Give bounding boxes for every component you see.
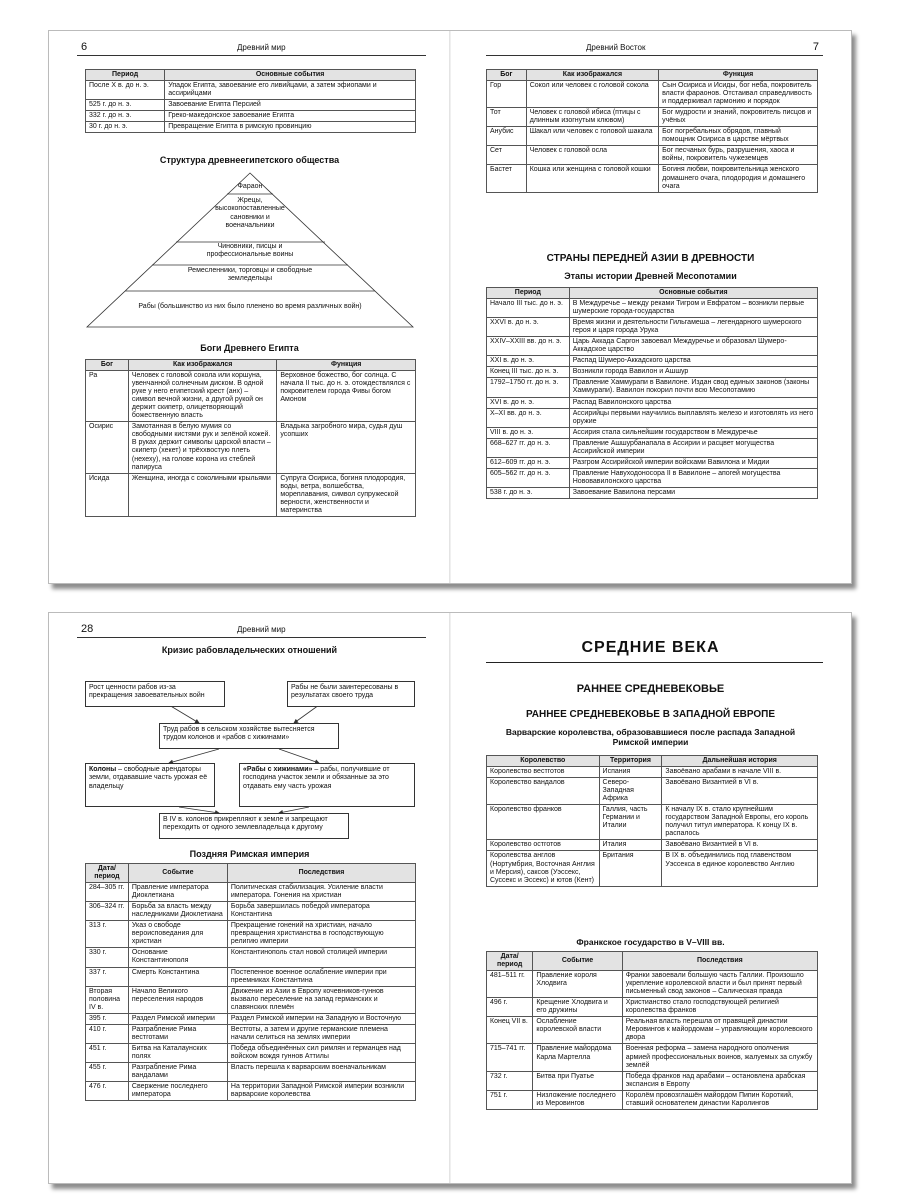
chapter-title: СРЕДНИЕ ВЕКА: [581, 639, 720, 656]
table-cell: Королевство вестготов: [487, 767, 600, 778]
table-cell: Царь Аккада Саргон завоевал Междуречье и образовал Шумеро-Аккадское царство: [569, 337, 817, 356]
table-cell: Италия: [599, 840, 662, 851]
table-row: [86, 967, 416, 986]
table-cell: Бог погребальных обрядов, главный помощник Осириса в царстве мёртвых: [659, 127, 818, 146]
table-cell: Константинополь стал новой столицей империи: [227, 948, 415, 967]
column-header: Функция: [277, 360, 416, 371]
table-cell: Завоёвано Византией в VI в.: [662, 840, 818, 851]
table-cell: Верховное божество, бог солнца. С начала II тыс. до н. э. отождествлялся с покровителем города Фивы богом Амоном: [277, 371, 416, 422]
table-cell: Женщина, иногда с соколиными крыльями: [128, 473, 277, 516]
column-header: Дальнейшая история: [662, 756, 818, 767]
table-cell: 410 г.: [86, 1024, 129, 1043]
table-cell: 668–627 гг. до н. э.: [487, 438, 570, 457]
page-number: 6: [81, 41, 88, 53]
table-row: [487, 397, 818, 408]
table-row: [487, 468, 818, 487]
page-number: 7: [812, 41, 819, 53]
table-cell: Разграбление Рима вестготами: [128, 1024, 227, 1043]
table-row: [86, 883, 416, 902]
column-header: Бог: [86, 360, 129, 371]
running-title: Древний мир: [237, 625, 286, 634]
table-row: [487, 487, 818, 498]
table-cell: Военная реформа – замена народного ополчения армией профессиональных воинов, жалуемых за службу землёй: [622, 1044, 817, 1071]
running-header: [486, 39, 823, 56]
table-cell: После X в. до н. э.: [86, 81, 165, 100]
table-cell: Сет: [487, 146, 527, 165]
table-cell: Распад Шумеро-Аккадского царства: [569, 356, 817, 367]
section-title: РАННЕЕ СРЕДНЕВЕКОВЬЕ В ЗАПАДНОЙ ЕВРОПЕ: [525, 709, 776, 720]
table-row: [86, 1043, 416, 1062]
table-cell: Раздел Римской империи: [128, 1013, 227, 1024]
table-cell: 481–511 гг.: [487, 971, 533, 998]
table-cell: Низложение последнего из Меровингов: [533, 1090, 622, 1109]
table-cell: Человек с головой осла: [526, 146, 658, 165]
column-header: Событие: [533, 952, 622, 971]
table-header-row: [86, 70, 416, 81]
table-row: [487, 971, 818, 998]
pyramid-level-priests: Жрецы, высокопоставленные сановники и военачальники: [215, 197, 285, 230]
table-cell: Тот: [487, 108, 527, 127]
table-row: [487, 367, 818, 378]
running-header: [77, 39, 426, 56]
table-cell: Крещение Хлодвига и его дружины: [533, 998, 622, 1017]
table-header-row: [86, 864, 416, 883]
table-cell: Победа франков над арабами – остановлена арабская экспансия в Европу: [622, 1071, 817, 1090]
table-row: [487, 337, 818, 356]
table-cell: Британия: [599, 851, 662, 886]
top-spread: [48, 30, 852, 584]
table-row: [86, 1062, 416, 1081]
coloni-definition: – свободные арендаторы земли, отдававшие часть урожая её владельцу: [89, 766, 208, 790]
table-cell: Распад Вавилонского царства: [569, 397, 817, 408]
table-cell: XXVI в. до н. э.: [487, 318, 570, 337]
table-cell: Человек с головой сокола или коршуна, увенчанной солнечным диском. В одной руке у него египетский крест (анх) – символ вечной жизни, а другой рукой он держит скипетр, олицетворяющий божественную власть: [128, 371, 277, 422]
table-header-row: [487, 288, 818, 299]
table-row: [86, 902, 416, 921]
table-row: [86, 986, 416, 1013]
table-cell: Супруга Осириса, богиня плодородия, воды, ветра, волшебства, мореплавания, символ супружеской верности, женственности и материнства: [277, 473, 416, 516]
egypt-gods-continued-table: [486, 69, 818, 193]
table-cell: 732 г.: [487, 1071, 533, 1090]
column-header: Королевство: [487, 756, 600, 767]
barbarian-kingdoms-table: [486, 755, 818, 887]
table-cell: 1792–1750 гг. до н. э.: [487, 378, 570, 397]
table-cell: Кошка или женщина с головой кошки: [526, 165, 658, 192]
egypt-gods-table: [85, 359, 416, 517]
table-row: [86, 100, 416, 111]
table-header-row: [487, 756, 818, 767]
egypt-periods-table: [85, 69, 416, 133]
table-cell: Начало Великого переселения народов: [128, 986, 227, 1013]
pyramid-level-slaves: Рабы (большинство из них было пленено во время различных войн): [138, 303, 362, 310]
table-cell: 525 г. до н. э.: [86, 100, 165, 111]
table-cell: Правление Ашшурбанапала в Ассирии и расцвет могущества Ассирийской империи: [569, 438, 817, 457]
table-cell: 605–562 гг. до н. э.: [487, 468, 570, 487]
table-cell: 337 г.: [86, 967, 129, 986]
table-cell: Правление Хаммурапи в Вавилоне. Издан свод единых законов (законы Хаммурапи). Вавилон покорил почти всю Месопотамию: [569, 378, 817, 397]
kingdoms-title: Варварские королевства, образовавшиеся после распада Западной Римской империи: [505, 727, 796, 747]
table-cell: 612–609 гг. до н. э.: [487, 457, 570, 468]
column-header: Как изображался: [128, 360, 277, 371]
table-cell: XXIV–XXIII вв. до н. э.: [487, 337, 570, 356]
table-cell: 332 г. до н. э.: [86, 111, 165, 122]
table-row: [86, 948, 416, 967]
table-cell: 476 г.: [86, 1082, 129, 1101]
table-row: [86, 371, 416, 422]
table-cell: Королём провозглашён майордом Пипин Короткий, ставший основателем династии Каролингов: [622, 1090, 817, 1109]
table-cell: Конец VII в.: [487, 1017, 533, 1044]
pyramid-level-pharaoh: Фараон: [237, 183, 263, 190]
table-cell: XVI в. до н. э.: [487, 397, 570, 408]
page-middle-ages: [450, 613, 851, 1183]
table-row: [487, 378, 818, 397]
page-28: [49, 613, 450, 1183]
table-cell: Бог мудрости и знаний, покровитель писцов и учёных: [659, 108, 818, 127]
column-header: Функция: [659, 70, 818, 81]
table-cell: Завоевание Египта Персией: [165, 100, 416, 111]
table-cell: Разгром Ассирийской империи войсками Вавилона и Мидии: [569, 457, 817, 468]
table-cell: 538 г. до н. э.: [487, 487, 570, 498]
frankish-state-table: [486, 951, 818, 1110]
column-header: Период: [487, 288, 570, 299]
table-cell: Правление майордома Карла Мартелла: [533, 1044, 622, 1071]
table-row: [487, 851, 818, 886]
table-cell: Борьба завершилась победой императора Константина: [227, 902, 415, 921]
table-cell: Галлия, часть Германии и Италии: [599, 805, 662, 840]
table-cell: Замотанная в белую мумия со свободными кистями рук и зелёной кожей. В руках держит символы царской власти – скипетр (хекет) и трёххвостую плеть (нехеху), на голове корона из стеблей папируса: [128, 422, 277, 473]
table-cell: 395 г.: [86, 1013, 129, 1024]
table-cell: 330 г.: [86, 948, 129, 967]
table-cell: Время жизни и деятельности Гильгамеша – легендарного шумерского героя и царя города Урука: [569, 318, 817, 337]
page-7: [450, 31, 851, 583]
column-header: Дата/ период: [86, 864, 129, 883]
flow-box-hut-slaves: [239, 763, 415, 807]
table-row: [86, 921, 416, 948]
table-cell: Основание Константинополя: [128, 948, 227, 967]
table-cell: Победа объединённых сил римлян и германцев над войском вождя гуннов Аттилы: [227, 1043, 415, 1062]
table-cell: Греко-македонское завоевание Египта: [165, 111, 416, 122]
table-row: [86, 1024, 416, 1043]
table-cell: Битва при Пуатье: [533, 1071, 622, 1090]
table-row: [86, 422, 416, 473]
table-cell: Бог песчаных бурь, разрушения, хаоса и войны, покровитель чужеземцев: [659, 146, 818, 165]
table-cell: Начало III тыс. до н. э.: [487, 299, 570, 318]
table-cell: Ра: [86, 371, 129, 422]
chapter-rule: [486, 662, 823, 663]
column-header: Основные события: [165, 70, 416, 81]
table-cell: Конец III тыс. до н. э.: [487, 367, 570, 378]
table-cell: 715–741 гг.: [487, 1044, 533, 1071]
table-row: [487, 1090, 818, 1109]
table-cell: Ассирия стала сильнейшим государством в Междуречье: [569, 427, 817, 438]
column-header: Дата/ период: [487, 952, 533, 971]
table-row: [86, 81, 416, 100]
flow-box-coloni: [85, 763, 215, 807]
table-cell: Движение из Азии в Европу кочевников-гуннов вызвало переселение на запад германских и славянских племён: [227, 986, 415, 1013]
flow-box-labor-displaced: Труд рабов в сельском хозяйстве вытесняется трудом колонов и «рабов с хижинами»: [159, 723, 339, 749]
table-row: [487, 840, 818, 851]
table-row: [487, 457, 818, 468]
coloni-term: Колоны: [89, 766, 117, 773]
table-row: [487, 438, 818, 457]
frankish-state-title: Франкское государство в V–VIII вв.: [576, 937, 725, 947]
table-cell: Реальная власть перешла от правящей династии Меровингов к майордомам – управляющим королевского двора: [622, 1017, 817, 1044]
table-row: [487, 1017, 818, 1044]
table-cell: Человек с головой ибиса (птицы с длинным изогнутым клювом): [526, 108, 658, 127]
table-cell: Осирис: [86, 422, 129, 473]
table-cell: Завоёвано арабами в начале VIII в.: [662, 767, 818, 778]
table-row: [487, 408, 818, 427]
table-row: [487, 998, 818, 1017]
table-header-row: [487, 952, 818, 971]
table-cell: Правление короля Хлодвига: [533, 971, 622, 998]
table-cell: Власть перешла к варварским военачальникам: [227, 1062, 415, 1081]
table-cell: Сокол или человек с головой сокола: [526, 81, 658, 108]
table-cell: Ассирийцы первыми научились выплавлять железо и изготовлять из него оружие: [569, 408, 817, 427]
part-title: РАННЕЕ СРЕДНЕВЕКОВЬЕ: [576, 683, 725, 695]
table-row: [487, 318, 818, 337]
table-row: [487, 767, 818, 778]
column-header: Последствия: [227, 864, 415, 883]
pyramid-title: Структура древнеегипетского общества: [159, 155, 340, 165]
table-cell: Вторая половина IV в.: [86, 986, 129, 1013]
table-cell: Гор: [487, 81, 527, 108]
table-row: [86, 122, 416, 133]
hut-slaves-definition: – рабы, получившие от господина участок земли и обязанные за это отдавать ему часть урожая: [243, 766, 390, 790]
bottom-spread: [48, 612, 852, 1184]
table-row: [86, 1082, 416, 1101]
column-header: Бог: [487, 70, 527, 81]
table-cell: XXI в. до н. э.: [487, 356, 570, 367]
column-header: Период: [86, 70, 165, 81]
table-header-row: [487, 70, 818, 81]
page-6: [49, 31, 450, 583]
table-cell: Постепенное военное ослабление империи при преемниках Константина: [227, 967, 415, 986]
table-row: [86, 1013, 416, 1024]
table-cell: 313 г.: [86, 921, 129, 948]
column-header: Последствия: [622, 952, 817, 971]
table-cell: Завоёвано Византией в VI в.: [662, 778, 818, 805]
table-row: [86, 473, 416, 516]
table-cell: Правление Навуходоносора II в Вавилоне – апогей могущества Нововавилонского царства: [569, 468, 817, 487]
table-cell: Вестготы, а затем и другие германские племена начали селиться на землях империи: [227, 1024, 415, 1043]
table-header-row: [86, 360, 416, 371]
table-cell: 751 г.: [487, 1090, 533, 1109]
table-cell: Борьба за власть между наследниками Диоклетиана: [128, 902, 227, 921]
table-cell: 455 г.: [86, 1062, 129, 1081]
table-cell: Испания: [599, 767, 662, 778]
section-title: СТРАНЫ ПЕРЕДНЕЙ АЗИИ В ДРЕВНОСТИ: [546, 253, 755, 264]
pyramid-level-officials: Чиновники, писцы и профессиональные воины: [206, 243, 294, 259]
table-cell: В Междуречье – между реками Тигром и Евфратом – возникли первые шумерские города-государства: [569, 299, 817, 318]
table-cell: Завоевание Вавилона персами: [569, 487, 817, 498]
flow-box-no-interest: Рабы не были заинтересованы в результатах своего труда: [287, 681, 415, 707]
table-cell: Бастет: [487, 165, 527, 192]
late-rome-table: [85, 863, 416, 1101]
table-cell: Шакал или человек с головой шакала: [526, 127, 658, 146]
column-header: Как изображался: [526, 70, 658, 81]
table-cell: Богиня любви, покровительница женского домашнего очага, плодородия и домашнего очага: [659, 165, 818, 192]
mesopotamia-title: Этапы истории Древней Месопотамии: [564, 271, 737, 281]
pyramid-level-craftsmen: Ремесленники, торговцы и свободные земледельцы: [187, 267, 313, 283]
table-row: [487, 299, 818, 318]
table-cell: 284–305 гг.: [86, 883, 129, 902]
table-row: [86, 111, 416, 122]
flow-box-slave-value: Рост ценности рабов из-за прекращения завоевательных войн: [85, 681, 225, 707]
table-cell: Королевство остготов: [487, 840, 600, 851]
table-cell: 451 г.: [86, 1043, 129, 1062]
table-row: [487, 1044, 818, 1071]
table-cell: В IX в. объединились под главенством Уэссекса в единое королевство Англию: [662, 851, 818, 886]
table-row: [487, 127, 818, 146]
table-row: [487, 805, 818, 840]
table-row: [487, 427, 818, 438]
table-cell: VIII в. до н. э.: [487, 427, 570, 438]
column-header: Событие: [128, 864, 227, 883]
table-cell: Правление императора Диоклетиана: [128, 883, 227, 902]
table-cell: Упадок Египта, завоевание его ливийцами, а затем эфиопами и ассирийцами: [165, 81, 416, 100]
late-rome-title: Поздняя Римская империя: [189, 849, 310, 859]
column-header: Основные события: [569, 288, 817, 299]
table-cell: Раздел Римской империи на Западную и Восточную: [227, 1013, 415, 1024]
table-cell: 30 г. до н. э.: [86, 122, 165, 133]
table-cell: Сын Осириса и Исиды, бог неба, покровитель власти фараонов. Отстаивал справедливость и поддерживал гармонию и порядок: [659, 81, 818, 108]
table-cell: 306–324 гг.: [86, 902, 129, 921]
table-cell: Битва на Каталаунских полях: [128, 1043, 227, 1062]
table-cell: Королевства англов (Нортумбрия, Восточная Англия и Мерсия), саксов (Уэссекс, Суссекс и Эссекс) и ютов (Кент): [487, 851, 600, 886]
table-cell: Христианство стало господствующей религией королевства франков: [622, 998, 817, 1017]
table-cell: Указ о свободе вероисповедания для христиан: [128, 921, 227, 948]
table-cell: Разграбление Рима вандалами: [128, 1062, 227, 1081]
page-number: 28: [81, 623, 94, 635]
table-row: [487, 1071, 818, 1090]
table-cell: Северо-Западная Африка: [599, 778, 662, 805]
egypt-gods-title: Боги Древнего Египта: [200, 343, 299, 353]
table-cell: Исида: [86, 473, 129, 516]
table-cell: 496 г.: [487, 998, 533, 1017]
table-cell: Политическая стабилизация. Усиление власти императора. Гонения на христиан: [227, 883, 415, 902]
table-cell: Свержение последнего императора: [128, 1082, 227, 1101]
table-cell: К началу IX в. стало крупнейшим государством Западной Европы, его король получил титул императора. К концу IX в. распалось: [662, 805, 818, 840]
table-cell: Смерть Константина: [128, 967, 227, 986]
running-title: Древний Восток: [586, 43, 646, 52]
table-row: [487, 108, 818, 127]
table-cell: Превращение Египта в римскую провинцию: [165, 122, 416, 133]
table-cell: Королевство вандалов: [487, 778, 600, 805]
hut-slaves-term: «Рабы с хижинами»: [243, 766, 313, 773]
table-cell: X–XI вв. до н. э.: [487, 408, 570, 427]
table-cell: Франки завоевали большую часть Галлии. Произошло укрепление королевской власти и был принят первый письменный свод законов – Салическая правда: [622, 971, 817, 998]
table-cell: Владыка загробного мира, судья душ усопших: [277, 422, 416, 473]
table-row: [487, 356, 818, 367]
table-row: [487, 146, 818, 165]
running-title: Древний мир: [237, 43, 286, 52]
table-cell: Ослабление королевской власти: [533, 1017, 622, 1044]
crisis-title: Кризис рабовладельческих отношений: [161, 645, 338, 655]
mesopotamia-table: [486, 287, 818, 499]
table-cell: Анубис: [487, 127, 527, 146]
table-cell: Прекращение гонений на христиан, начало превращения христианства в господствующую религию империи: [227, 921, 415, 948]
table-row: [487, 165, 818, 192]
table-cell: Королевство франков: [487, 805, 600, 840]
flow-box-attachment: В IV в. колонов прикрепляют к земле и запрещают переходить от одного землевладельца к другому: [159, 813, 349, 839]
column-header: Территория: [599, 756, 662, 767]
table-cell: Возникли города Вавилон и Ашшур: [569, 367, 817, 378]
table-row: [487, 778, 818, 805]
table-row: [487, 81, 818, 108]
table-cell: На территории Западной Римской империи возникли варварские королевства: [227, 1082, 415, 1101]
